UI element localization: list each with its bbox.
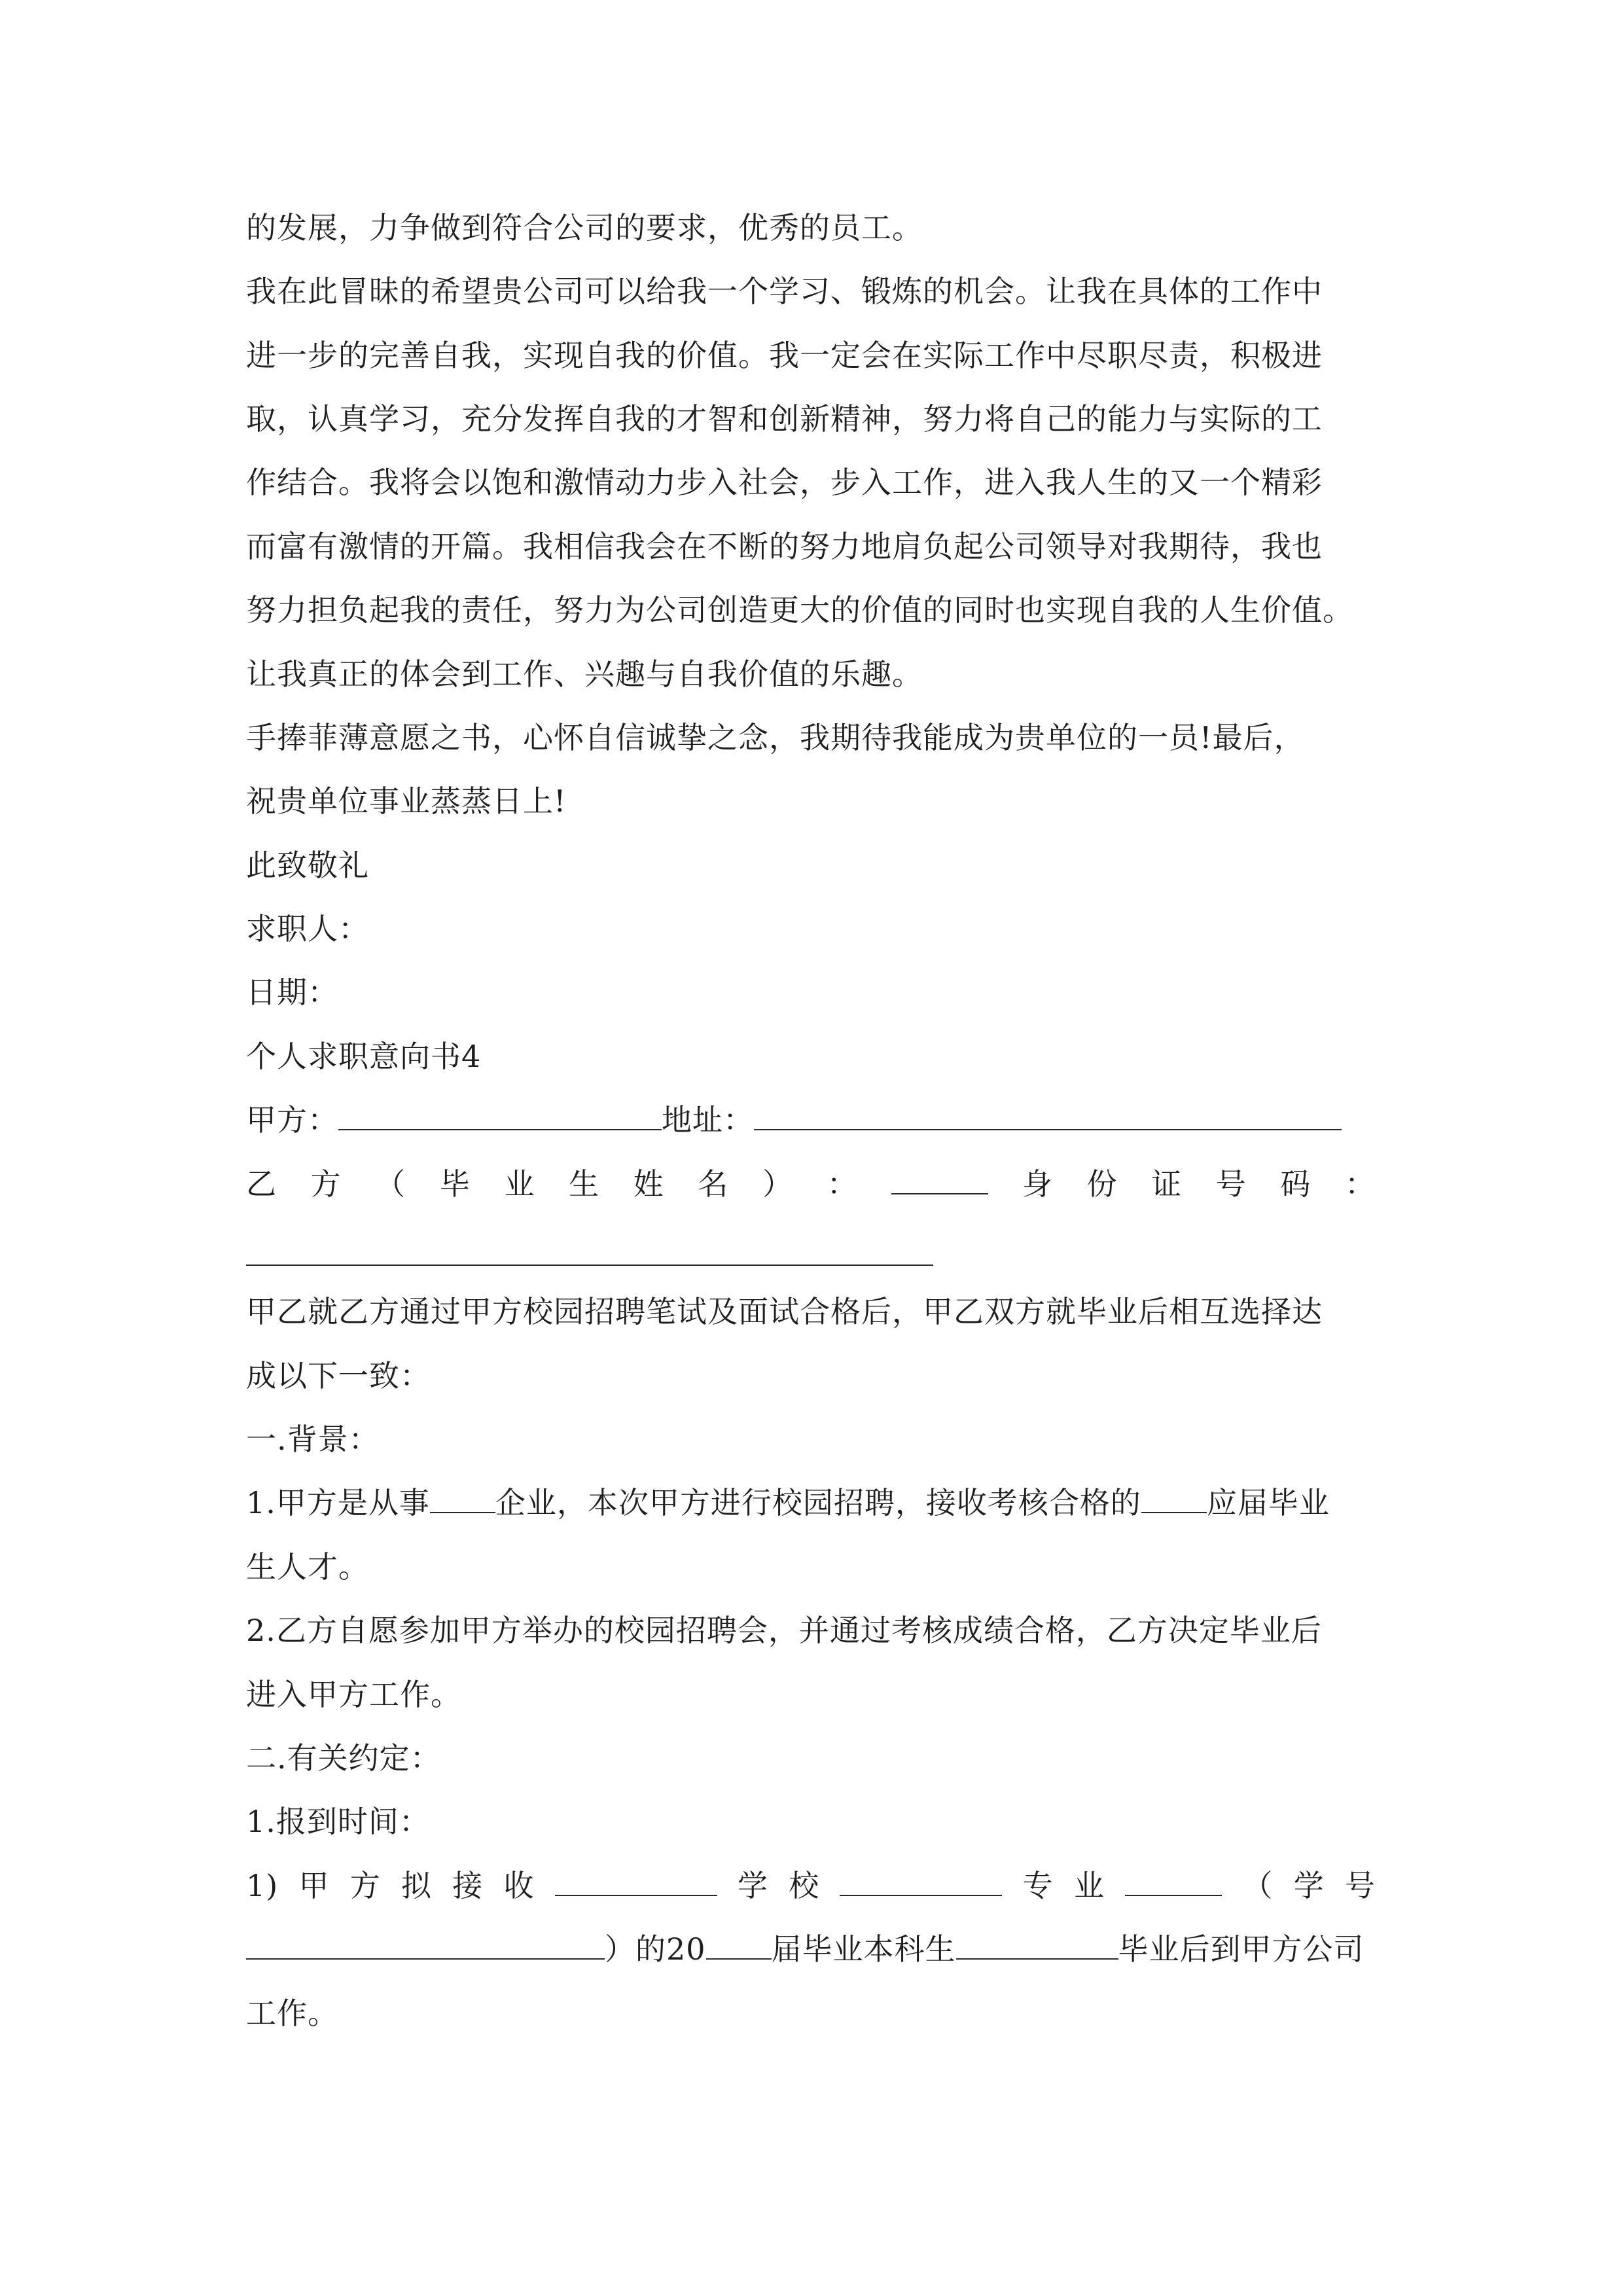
paragraph-line: 进一步的完善自我，实现自我的价值。我一定会在实际工作中尽职尽责，积极进 xyxy=(246,338,1323,373)
party-b-char: ） xyxy=(762,1166,793,1202)
party-b-char: 方 xyxy=(310,1166,342,1202)
agreement-heading: 二.有关约定： xyxy=(246,1740,441,1776)
major-name-blank xyxy=(1125,1866,1222,1896)
address-blank xyxy=(754,1100,1342,1130)
item1-char: 收 xyxy=(503,1868,535,1903)
industry-blank xyxy=(430,1483,495,1513)
background-item-1 xyxy=(246,1483,1385,1522)
party-b-char: 姓 xyxy=(633,1166,664,1202)
party-a-row xyxy=(246,1100,1385,1139)
background-heading: 一.背景： xyxy=(246,1422,380,1457)
paragraph-line: 我在此冒昧的希望贵公司可以给我一个学习、锻炼的机会。让我在具体的工作中 xyxy=(246,274,1323,309)
id-char: ： xyxy=(1345,1166,1376,1202)
party-b-char: （ xyxy=(375,1166,406,1202)
major-char: 专 xyxy=(1022,1868,1054,1903)
id-char: 码 xyxy=(1280,1166,1311,1202)
item1-char: 接 xyxy=(452,1868,484,1903)
party-b-char: ： xyxy=(827,1166,858,1202)
address-label: 地址： xyxy=(662,1102,754,1138)
item1-char: 甲 xyxy=(298,1868,330,1903)
major-blank xyxy=(840,1866,1002,1896)
party-b-char: 业 xyxy=(504,1166,535,1202)
paragraph-line: 取，认真学习，充分发挥自我的才智和创新精神，努力将自己的能力与实际的工 xyxy=(246,401,1323,437)
bg1-text-b: 企业，本次甲方进行校园招聘，接收考核合格的 xyxy=(495,1485,1141,1520)
student-no-blank xyxy=(246,1929,605,1960)
graduate-year-blank xyxy=(1141,1483,1207,1513)
paragraph-line: 的发展，力争做到符合公司的要求，优秀的员工。 xyxy=(246,210,923,245)
date-label: 日期： xyxy=(246,975,338,1010)
id-char: 份 xyxy=(1086,1166,1118,1202)
item1-char: 方 xyxy=(349,1868,381,1903)
party-a-blank xyxy=(338,1100,662,1130)
party-b-char: 名 xyxy=(698,1166,729,1202)
item1-l2-a: ）的20 xyxy=(605,1931,706,1967)
party-b-row xyxy=(246,1164,1376,1204)
student-no-char: 学 xyxy=(1293,1868,1325,1903)
paragraph-line: 努力担负起我的责任，努力为公司创造更大的价值的同时也实现自我的人生价值。 xyxy=(246,592,1353,628)
id-char: 号 xyxy=(1215,1166,1247,1202)
section-title: 个人求职意向书4 xyxy=(246,1039,482,1074)
class-year-blank xyxy=(706,1929,772,1960)
paragraph-line: 祝贵单位事业蒸蒸日上! xyxy=(246,783,567,819)
school-char: 学 xyxy=(737,1868,768,1903)
paragraph-line: 生人才。 xyxy=(246,1549,369,1585)
item1-l2-c: 毕业后到甲方公司 xyxy=(1118,1931,1364,1967)
bg1-text-c: 应届毕业 xyxy=(1206,1485,1330,1520)
major-char: 业 xyxy=(1073,1868,1105,1903)
student-no-char: 号 xyxy=(1344,1868,1376,1903)
id-char: 证 xyxy=(1151,1166,1183,1202)
school-blank xyxy=(555,1866,717,1896)
party-b-char: 生 xyxy=(569,1166,600,1202)
paragraph-line: 进入甲方工作。 xyxy=(246,1677,461,1712)
party-a-label: 甲方： xyxy=(246,1102,338,1138)
graduate-name-blank xyxy=(891,1164,988,1194)
applicant-label: 求职人： xyxy=(246,911,369,946)
id-char: 身 xyxy=(1022,1166,1053,1202)
item-1-row xyxy=(246,1866,1376,1905)
paragraph-line: 让我真正的体会到工作、兴趣与自我价值的乐趣。 xyxy=(246,656,923,692)
item1-char: 1) xyxy=(246,1868,279,1903)
item1-char: 拟 xyxy=(401,1868,432,1903)
bg1-text-a: 1.甲方是从事 xyxy=(246,1485,430,1520)
paragraph-line: 而富有激情的开篇。我相信我会在不断的努力地肩负起公司领导对我期待，我也 xyxy=(246,529,1323,564)
item1-l2-b: 届毕业本科生 xyxy=(771,1931,956,1967)
closing-line: 此致敬礼 xyxy=(246,848,369,883)
id-number-blank xyxy=(246,1265,933,1266)
student-name-blank xyxy=(956,1929,1118,1960)
report-time-heading: 1.报到时间： xyxy=(246,1804,430,1839)
paragraph-line: 作结合。我将会以饱和激情动力步入社会，步入工作，进入我人生的又一个精彩 xyxy=(246,465,1323,500)
party-b-char: 乙 xyxy=(246,1166,277,1202)
paragraph-line: 2.乙方自愿参加甲方举办的校园招聘会，并通过考核成绩合格，乙方决定毕业后 xyxy=(246,1613,1322,1648)
item-1-row-2 xyxy=(246,1929,1385,1969)
party-b-char: 毕 xyxy=(439,1166,471,1202)
paragraph-line: 手捧菲薄意愿之书，心怀自信诚挚之念，我期待我能成为贵单位的一员!最后， xyxy=(246,720,1305,755)
paragraph-line: 甲乙就乙方通过甲方校园招聘笔试及面试合格后，甲乙双方就毕业后相互选择达 xyxy=(246,1294,1323,1329)
school-char: 校 xyxy=(789,1868,820,1903)
paragraph-line: 工作。 xyxy=(246,1996,338,2031)
student-no-char: （ xyxy=(1242,1868,1274,1903)
paragraph-line: 成以下一致： xyxy=(246,1358,431,1393)
